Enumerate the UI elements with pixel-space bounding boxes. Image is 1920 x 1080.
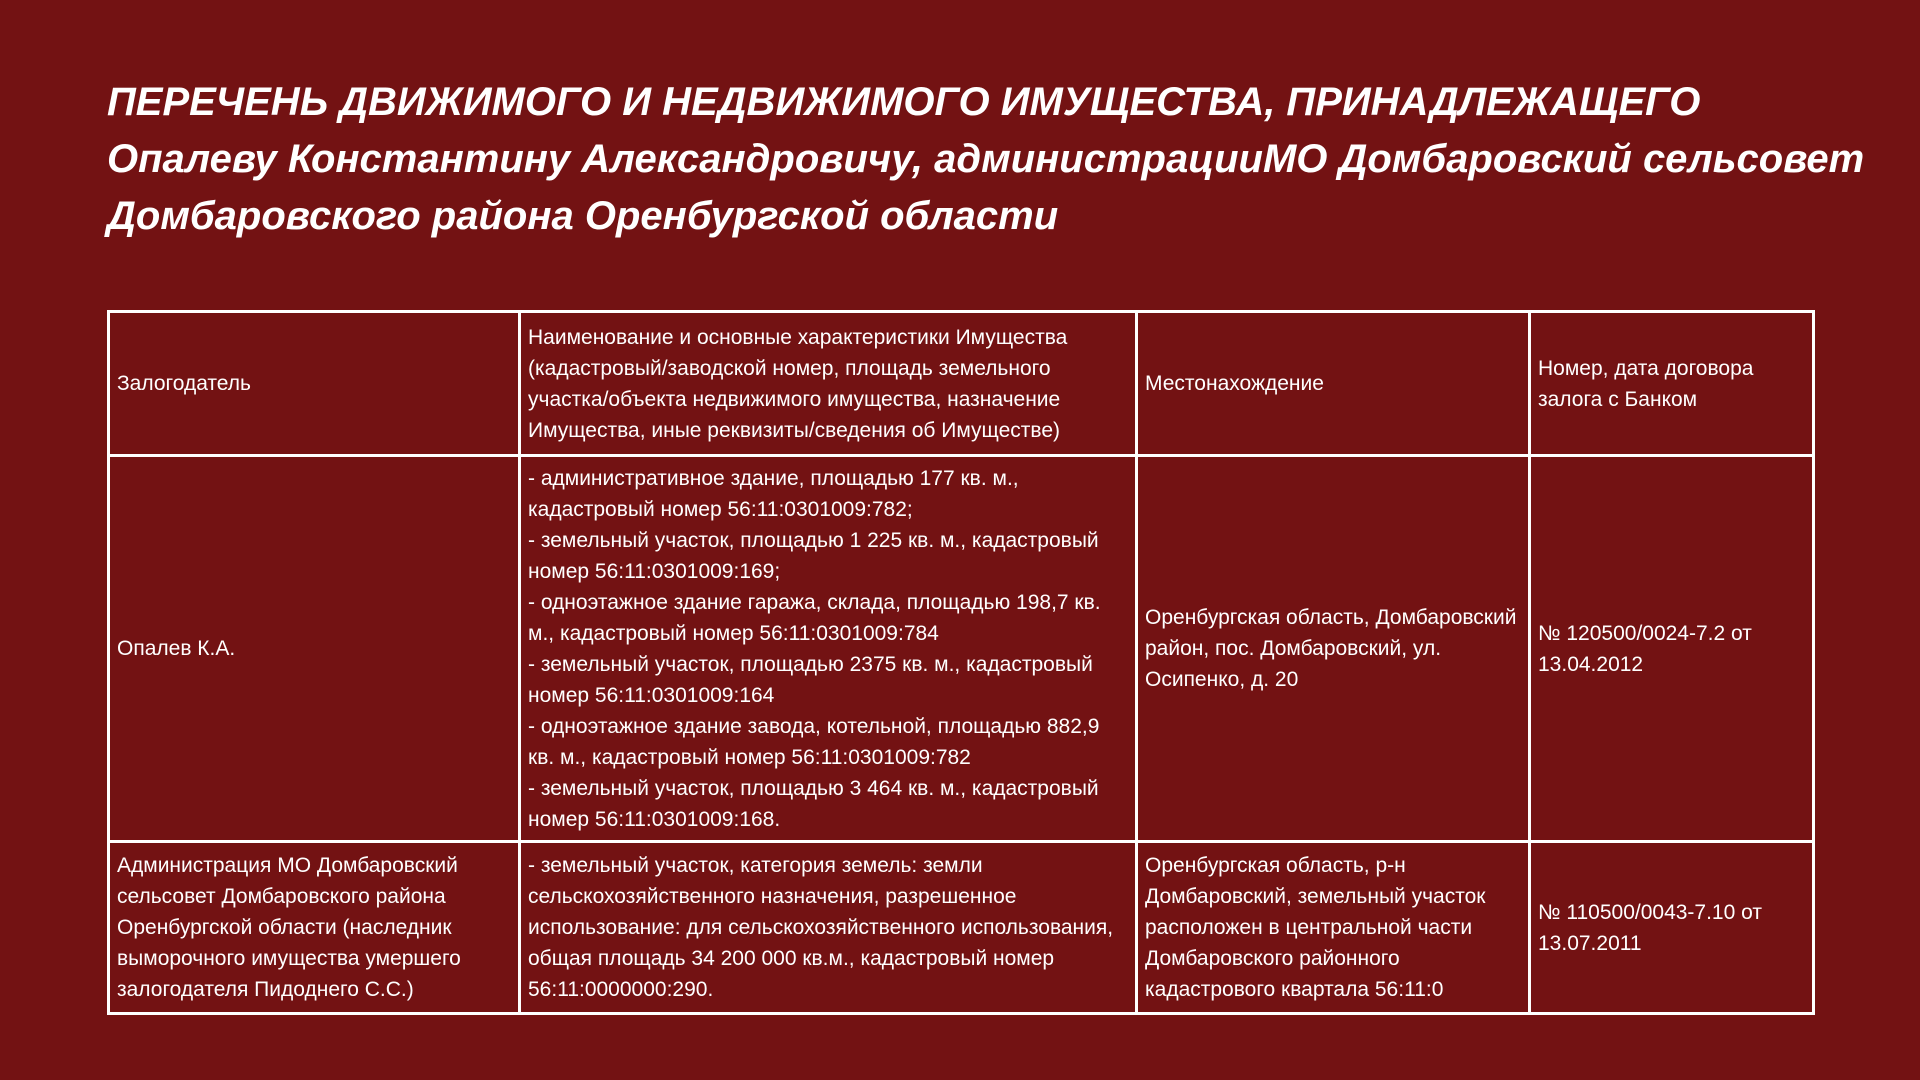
table-header-row	[109, 312, 1814, 456]
page-title	[107, 74, 1865, 245]
cell-property: - административное здание, площадью 177 кв. м., кадастровый номер 56:11:0301009:782; - земельный участок, площадью 1 225 кв. м., кадастровый номер 56:11:0301009:169; - одноэтажное здание гаража, склада, площадью 198,7 кв. м., кадастровый номер 56:11:0301009:784 - земельный участок, площадью 2375 кв. м., кадастровый номер 56:11:0301009:164 - одноэтажное здание завода, котельной, площадью 882,9 кв. м., кадастровый номер 56:11:0301009:782 - земельный участок, площадью 3 464 кв. м., кадастровый номер 56:11:0301009:168.	[520, 456, 1137, 842]
header-contract: Номер, дата договора залога с Банком	[1530, 312, 1814, 456]
cell-contract: № 110500/0043-7.10 от 13.07.2011	[1530, 842, 1814, 1014]
cell-property: - земельный участок, категория земель: земли сельскохозяйственного назначения, разрешенное использование: для сельскохозяйственного использования, общая площадь 34 200 000 кв.м., кадастровый номер 56:11:0000000:290.	[520, 842, 1137, 1014]
title-line-3: Домбаровского района Оренбургской области	[107, 194, 1059, 238]
table-row	[109, 842, 1814, 1014]
pledged-property-table	[107, 310, 1815, 1015]
title-line-2: Опалеву Константину Александровичу, администрацииМО Домбаровский сельсовет	[107, 137, 1865, 181]
title-line-1: ПЕРЕЧЕНЬ ДВИЖИМОГО И НЕДВИЖИМОГО ИМУЩЕСТВА, ПРИНАДЛЕЖАЩЕГО	[107, 80, 1701, 124]
cell-location: Оренбургская область, р-н Домбаровский, земельный участок расположен в центральной части Домбаровского районного кадастрового квартала 56:11:0	[1137, 842, 1530, 1014]
cell-location: Оренбургская область, Домбаровский район, пос. Домбаровский, ул. Осипенко, д. 20	[1137, 456, 1530, 842]
header-property: Наименование и основные характеристики Имущества (кадастровый/заводской номер, площадь земельного участка/объекта недвижимого имущества, назначение Имущества, иные реквизиты/сведения об Имуществе)	[520, 312, 1137, 456]
cell-pledger: Администрация МО Домбаровский сельсовет Домбаровского района Оренбургской области (наследник выморочного имущества умершего залогодателя Пидоднего С.С.)	[109, 842, 520, 1014]
header-pledger: Залогодатель	[109, 312, 520, 456]
cell-contract: № 120500/0024-7.2 от 13.04.2012	[1530, 456, 1814, 842]
table-row	[109, 456, 1814, 842]
header-location: Местонахождение	[1137, 312, 1530, 456]
cell-pledger: Опалев К.А.	[109, 456, 520, 842]
